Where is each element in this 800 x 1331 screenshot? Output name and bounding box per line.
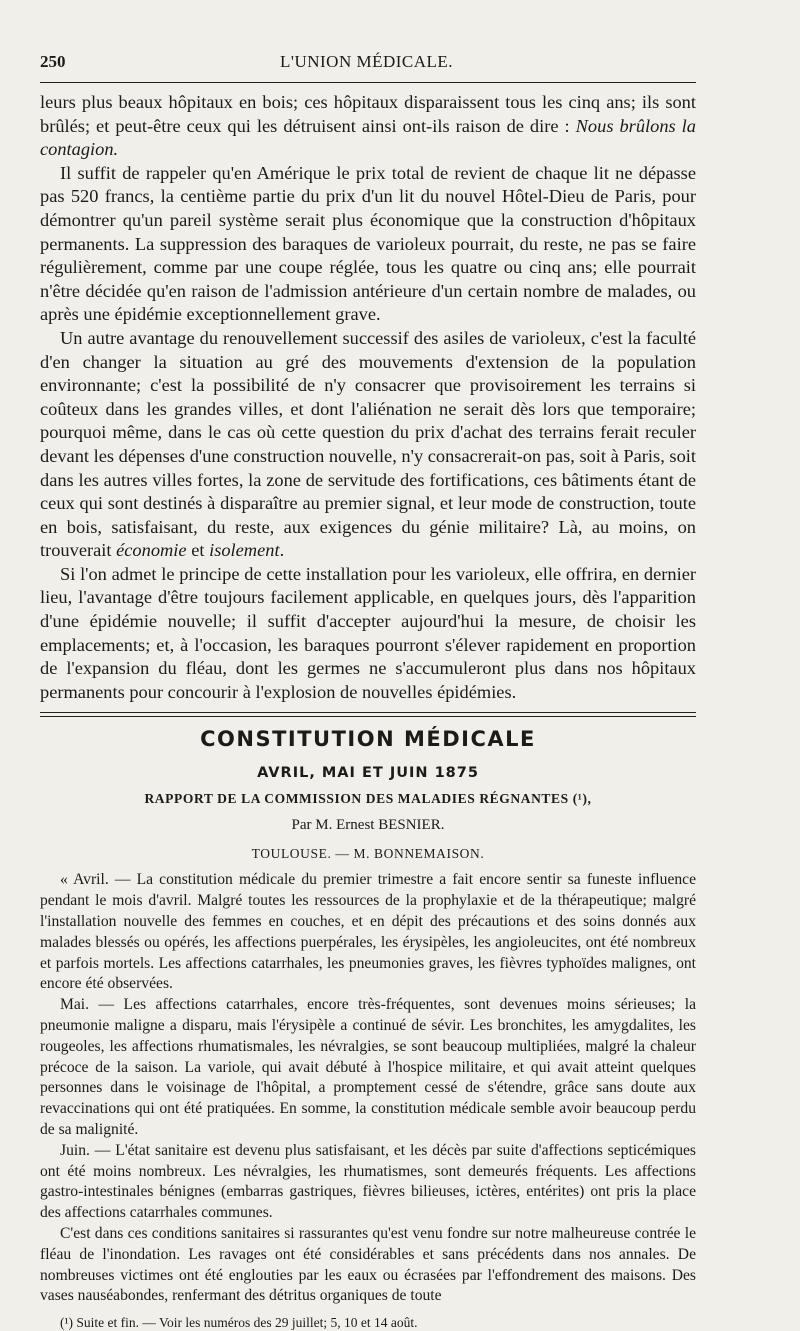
author-name: Ernest BESNIER.	[336, 817, 445, 834]
paragraph-3	[40, 327, 696, 563]
section-months: AVRIL, MAI ET JUIN 1875	[257, 765, 479, 782]
paragraph-3-italic-economie: économie	[116, 540, 187, 561]
author-prefix: Par M.	[291, 817, 333, 834]
report-cest: C'est dans ces conditions sanitaires si rassurantes qu'est venu fondre sur notre malheureuse contrée le fléau de l'inondation. Les ravages ont été considérables et sans précédents dans nos annales. De nombreuses victimes ont été englouties par les eaux ou écrasées par l'effondrement des maisons. Des vases nauséabondes, renfermant des détritus organiques de toute	[40, 1224, 696, 1305]
report-mai: Mai. — Les affections catarrhales, encore très-fréquentes, sont devenues moins sérieuses; la pneumonie maligne a disparu, mais l'érysipèle a continué de sévir. Les bronchites, les amygdalites, les rougeoles, les affections rhumatismales, les névralgies, se sont beaucoup multipliées, malgré la chaleur précoce de la saison. La variole, qui avait débuté à l'hospice militaire, et qui avait atteint quelques personnes dans le voisinage de l'hôpital, a promptement cessé de s'étendre, grâce sans doute aux revaccinations qui ont été pratiquées. En somme, la constitution médicale semble avoir beaucoup perdu de sa malignité.	[40, 996, 696, 1138]
paragraph-3-and: et	[191, 540, 205, 561]
report-juin: Juin. — L'état sanitaire est devenu plus satisfaisant, et les décès par suite d'affections septicémiques ont été moins nombreux. Les névralgies, les rhumatismes, sont demeurés fréquents. Les affections gastro-intestinales bénignes (embarras gastriques, fièvres bilieuses, ictères, entérites) ont pris la place des affections catarrhales communes.	[40, 1141, 696, 1222]
running-title: L'UNION MÉDICALE.	[280, 52, 454, 71]
header-rule	[40, 82, 696, 83]
report-heading: RAPPORT DE LA COMMISSION DES MALADIES RÉGNANTES (¹),	[144, 791, 592, 807]
paragraph-1-italic: Nous brûlons la contagion.	[40, 115, 696, 160]
section-title: CONSTITUTION MÉDICALE	[200, 727, 536, 752]
footnote: (¹) Suite et fin. — Voir les numéros des 29 juillet; 5, 10 et 14 août.	[60, 1315, 418, 1331]
paragraph-1	[40, 91, 696, 162]
paragraph-3-italic-isolement: isolement	[209, 540, 280, 561]
report-avril: « Avril. — La constitution médicale du premier trimestre a fait encore sentir sa funeste influence pendant le mois d'avril. Malgré toutes les ressources de la prophylaxie et de la thérapeutique; malgré l'installation nouvelle des femmes en couches, et en dépit des précautions et des soins donnés aux malades blessés ou opérés, les affections puerpérales, les érysipèles, les angioleucites, ont été nombreux et parfois mortels. Les affections catarrhales, les pneumonies graves, les fièvres typhoïdes malignes, ont encore été observées.	[40, 871, 696, 993]
page-header	[40, 52, 696, 80]
paragraph-4: Si l'on admet le principe de cette installation pour les varioleux, elle offrira, en dernier lieu, l'avantage d'être toujours facilement applicable, en quelques jours, dès l'apparition d'une épidémie nouvelle; il suffit d'accepter aujourd'hui la mesure, de choisir les emplacements; et, à l'occasion, les baraques pourront s'élever rapidement en proportion de l'expansion du fléau, dont les germes ne s'accumuleront plus dans nos hôpitaux permanents pour concourir à l'explosion de nouvelles épidémies.	[40, 563, 696, 702]
paragraph-3-text: Un autre avantage du renouvellement successif des asiles de varioleux, c'est la faculté d'en changer la situation au gré des mouvements d'extension de la population environnante; c'est la possibilité de n'y consacrer que provisoirement les terrains si coûteux dans les grandes villes, et dont l'aliénation ne serait dès lors que temporaire; pourquoi même, dans le cas où cette question du prix d'achat des terrains ferait reculer devant les dépenses d'une construction nouvelle, n'y consacrerait-on pas, soit à Paris, soit dans les autres villes fortes, la zone de servitude des fortifications, ces bâtiments étant de ceux qui sont destinés à disparaître au premier signal, et leur mode de construction, toute en bois, satisfaisant, du reste, aux exigences du génie militaire? Là, au moins, on trouverait	[40, 327, 696, 561]
document-page	[40, 52, 696, 1331]
report-city: TOULOUSE. — M. BONNEMAISON.	[251, 846, 485, 862]
article-body	[40, 91, 696, 704]
report-author	[40, 817, 696, 834]
section-divider	[40, 712, 696, 717]
report-body	[40, 870, 696, 1307]
page-number: 250	[40, 52, 66, 71]
paragraph-2: Il suffit de rappeler qu'en Amérique le prix total de revient de chaque lit ne dépasse pas 520 francs, la centième partie du prix d'un lit du nouvel Hôtel-Dieu de Paris, pour démontrer qu'un pareil système serait plus économique que la construction d'hôpitaux permanents. La suppression des baraques de varioleux pourrait, du reste, ne pas se faire régulièrement, comme par une coupe réglée, tous les quatre ou cinq ans; elle pourrait n'être décidée qu'en raison de l'admission antérieure d'un certain nombre de malades, ou après une épidémie exceptionnellement grave.	[40, 162, 696, 325]
paragraph-1-text: leurs plus beaux hôpitaux en bois; ces hôpitaux disparaissent tous les cinq ans; ils sont brûlés; et peut-être ceux qui les détruisent ainsi ont-ils raison de dire :	[40, 92, 696, 136]
paragraph-3-end: .	[279, 540, 285, 561]
